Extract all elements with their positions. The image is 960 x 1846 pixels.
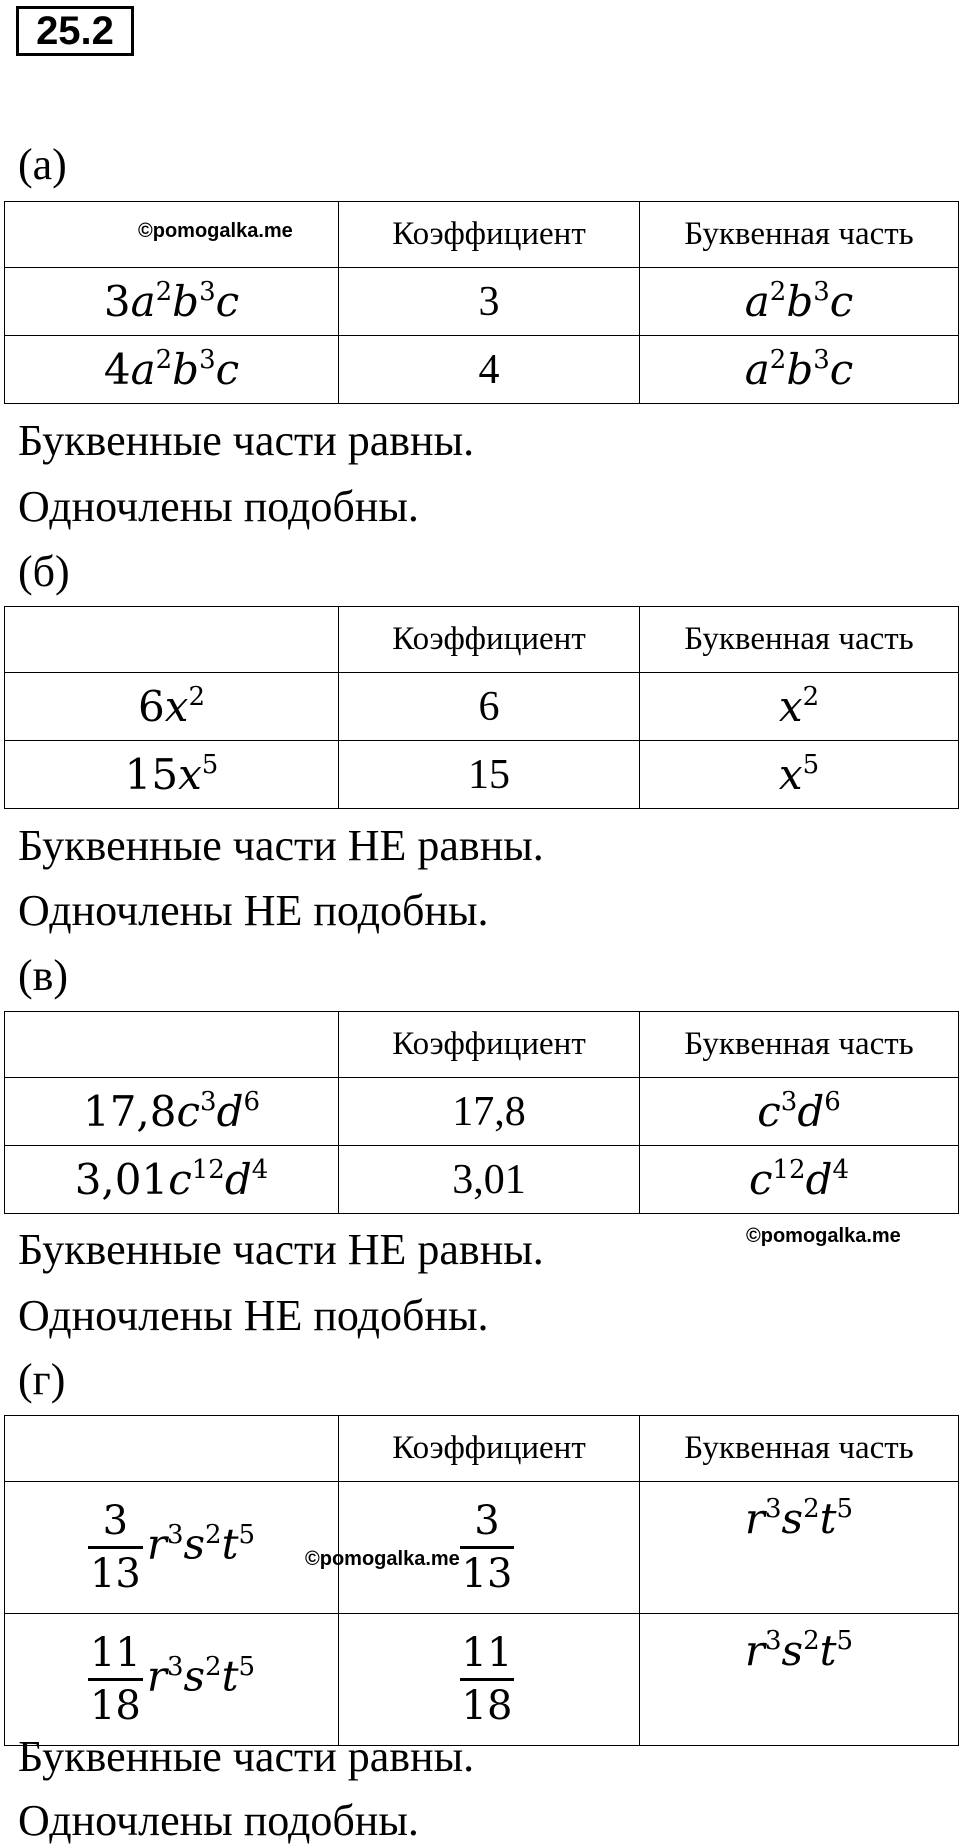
table-header-row xyxy=(5,607,959,673)
coef-cell xyxy=(339,1614,640,1746)
fraction: $\frac{11}{18}$ xyxy=(89,1630,141,1729)
monomial-cell: $6x^2$ xyxy=(5,673,339,741)
table-header-row xyxy=(5,1416,959,1482)
part-b-conclusion-1: Буквенные части НЕ равны. xyxy=(18,821,544,870)
table-row xyxy=(5,673,959,741)
table-b xyxy=(4,606,959,809)
part-a-conclusion-1: Буквенные части равны. xyxy=(18,416,475,465)
monomial-cell: $15x^5$ xyxy=(5,741,339,809)
monomial-cell: $4a^2b^3c$ xyxy=(5,336,339,404)
table-row xyxy=(5,1614,959,1746)
monomial-cell: $\frac{11}{18}$ $r^3s^2t^5$ xyxy=(5,1614,339,1746)
coef-cell: 4 xyxy=(339,336,640,404)
monomial-cell: $17,8c^3d^6$ xyxy=(5,1078,339,1146)
coef-cell: 3,01 xyxy=(339,1146,640,1214)
part-b-conclusion-2: Одночлены НЕ подобны. xyxy=(18,886,489,935)
letters-cell: $r^3s^2t^5$ xyxy=(640,1614,959,1746)
watermark: ©pomogalka.me xyxy=(138,220,293,242)
header-coef: Коэффициент xyxy=(339,607,640,673)
header-blank-cell xyxy=(5,1416,339,1482)
letters-cell: $a^2b^3c$ xyxy=(640,336,959,404)
header-coef: Коэффициент xyxy=(339,1416,640,1482)
coef-cell: 6 xyxy=(339,673,640,741)
letters-cell: $x^2$ xyxy=(640,673,959,741)
watermark: ©pomogalka.me xyxy=(746,1225,901,1247)
header-blank-cell xyxy=(5,607,339,673)
coef-cell: 3 xyxy=(339,268,640,336)
fraction: $\frac{11}{18}$ xyxy=(461,1630,513,1729)
header-letters: Буквенная часть xyxy=(640,607,959,673)
coef-cell: 17,8 xyxy=(339,1078,640,1146)
part-a-conclusion-2: Одночлены подобны. xyxy=(18,482,419,531)
header-letters: Буквенная часть xyxy=(640,1416,959,1482)
table-header-row xyxy=(5,1012,959,1078)
letters-cell: $x^5$ xyxy=(640,741,959,809)
part-b-label: (б) xyxy=(18,547,70,596)
part-g-conclusion-2: Одночлены подобны. xyxy=(18,1796,419,1845)
table-row xyxy=(5,336,959,404)
part-v-conclusion-1: Буквенные части НЕ равны. xyxy=(18,1225,544,1274)
table-row xyxy=(5,1146,959,1214)
problem-number: 25.2 xyxy=(16,6,134,56)
table-row xyxy=(5,1078,959,1146)
header-coef: Коэффициент xyxy=(339,1012,640,1078)
table-row xyxy=(5,1482,959,1614)
fraction: $\frac{3}{13}$ xyxy=(89,1498,141,1597)
part-v-label: (в) xyxy=(18,951,69,1000)
part-v-conclusion-2: Одночлены НЕ подобны. xyxy=(18,1291,489,1340)
header-coef: Коэффициент xyxy=(339,202,640,268)
table-g xyxy=(4,1415,959,1746)
monomial-cell: $3a^2b^3c$ xyxy=(5,268,339,336)
letters-cell: $c^3d^6$ xyxy=(640,1078,959,1146)
letters-cell: $a^2b^3c$ xyxy=(640,268,959,336)
table-row xyxy=(5,268,959,336)
letters-cell: $r^3s^2t^5$ xyxy=(640,1482,959,1614)
header-letters: Буквенная часть xyxy=(640,1012,959,1078)
watermark: ©pomogalka.me xyxy=(305,1548,460,1570)
coef-cell: 15 xyxy=(339,741,640,809)
part-a-label: (а) xyxy=(18,140,67,189)
table-row xyxy=(5,741,959,809)
part-g-label: (г) xyxy=(18,1355,66,1404)
fraction: $\frac{3}{13}$ xyxy=(461,1498,513,1597)
header-letters: Буквенная часть xyxy=(640,202,959,268)
monomial-cell: $\frac{3}{13}$ $r^3s^2t^5$ xyxy=(5,1482,339,1614)
table-v xyxy=(4,1011,959,1214)
monomial-cell: $3,01c^{12}d^4$ xyxy=(5,1146,339,1214)
letters-cell: $c^{12}d^4$ xyxy=(640,1146,959,1214)
part-g-conclusion-1: Буквенные части равны. xyxy=(18,1732,475,1781)
header-blank-cell xyxy=(5,1012,339,1078)
